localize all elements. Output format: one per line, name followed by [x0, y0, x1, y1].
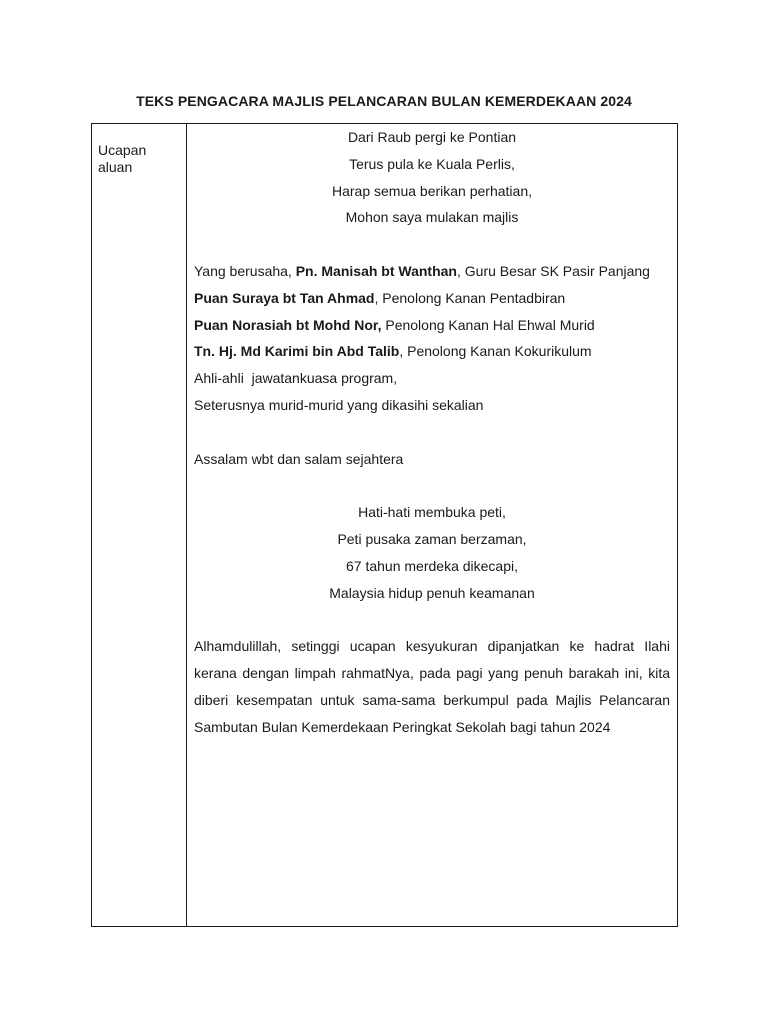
greeting-line [194, 312, 670, 339]
pantun-line: Terus pula ke Kuala Perlis, [349, 155, 515, 172]
section-label-cell [92, 124, 187, 926]
section-label: Ucapan aluan [98, 142, 147, 175]
pantun-line: Peti pusaka zaman berzaman, [337, 530, 527, 547]
pantun-line: 67 tahun merdeka dikecapi, [346, 557, 518, 574]
greeting-role: Penolong Kanan Hal Ehwal Murid [381, 316, 595, 333]
greeting-role: , Penolong Kanan Pentadbiran [374, 289, 566, 306]
pantun-line: Hati-hati membuka peti, [358, 504, 506, 521]
greeting-line [194, 338, 670, 365]
greeting-block [194, 258, 670, 419]
opening-paragraph: Alhamdulillah, setinggi ucapan kesyukuran dipanjatkan ke hadrat Ilahi kerana dengan limpah rahmatNya, pada pagi yang penuh barakah ini, kita diberi kesempatan untuk sama-sama berkumpul pada Majlis Pelancaran Sambutan Bulan Kemerdekaan Peringkat Sekolah bagi tahun 2024 [194, 638, 670, 735]
salam-line: Assalam wbt dan salam sejahtera [194, 450, 404, 467]
greeting-name: Puan Suraya bt Tan Ahmad [194, 289, 375, 306]
pantun-line: Dari Raub pergi ke Pontian [347, 129, 517, 145]
pantun-line: Harap semua berikan perhatian, [331, 182, 532, 199]
pantun-line: Malaysia hidup penuh keamanan [329, 584, 535, 601]
greeting-name: Puan Norasiah bt Mohd Nor, [194, 316, 382, 333]
greeting-role: , Penolong Kanan Kokurikulum [399, 343, 592, 360]
greeting-line: Ahli-ahli jawatankuasa program, [194, 370, 398, 387]
pantun-line: Mohon saya mulakan majlis [345, 209, 519, 226]
pantun-opening [194, 124, 670, 231]
pantun-second [194, 499, 670, 606]
document-title: TEKS PENGACARA MAJLIS PELANCARAN BULAN KEMERDEKAAN 2024 [136, 93, 632, 109]
speech-table [91, 123, 678, 927]
greeting-name: Pn. Manisah bt Wanthan [295, 262, 457, 279]
greeting-headmaster [194, 258, 670, 285]
greeting-name: Tn. Hj. Md Karimi bin Abd Talib [194, 343, 400, 360]
greeting-role: , Guru Besar SK Pasir Panjang [456, 262, 650, 279]
greeting-intro: Yang berusaha, [194, 262, 296, 279]
greeting-line [194, 285, 670, 312]
greeting-line: Seterusnya murid-murid yang dikasihi sekalian [194, 396, 484, 413]
speech-content-cell [187, 124, 677, 926]
